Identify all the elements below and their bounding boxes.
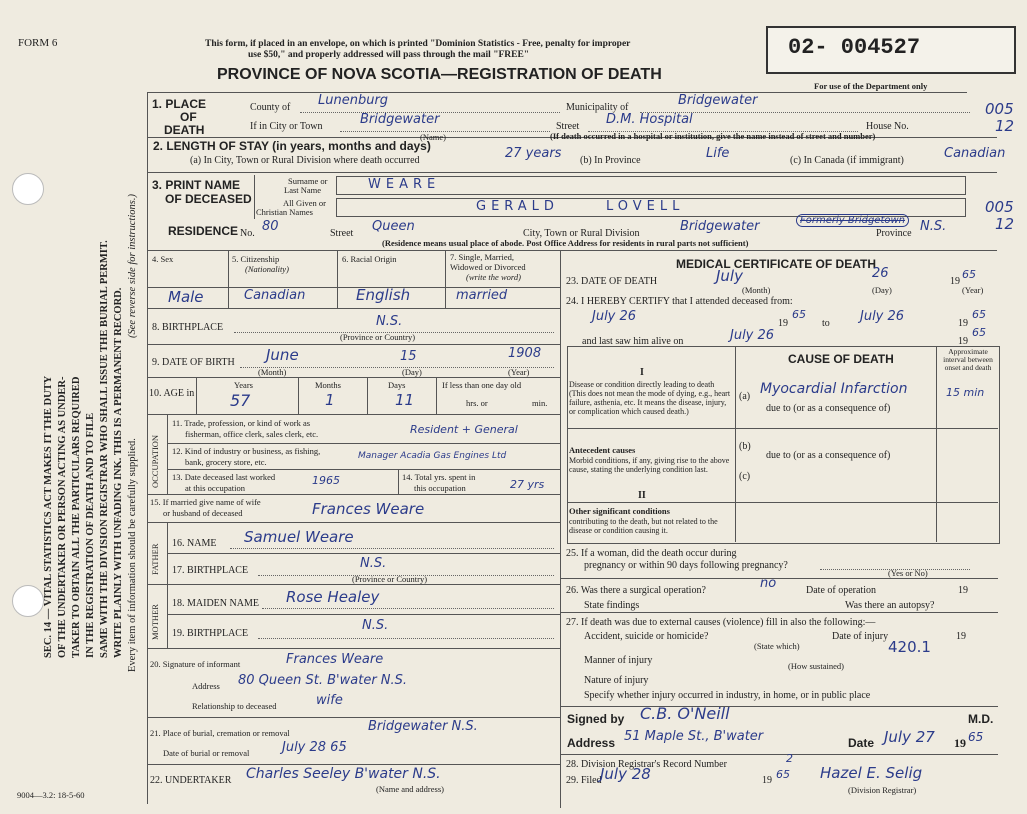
rule-top	[147, 92, 967, 93]
rule-11	[167, 553, 560, 554]
rule-m-4	[560, 754, 998, 755]
cause-b-label: (b)	[739, 441, 751, 452]
attended-from: July 26	[592, 309, 637, 324]
cause-inner-divider	[735, 346, 736, 542]
birthplace-caption: (Province or Country)	[340, 332, 416, 342]
rule-6	[147, 344, 560, 345]
attended-to-year: 65	[972, 308, 986, 321]
dod-month-caption: (Month)	[742, 285, 771, 295]
rule-15	[147, 717, 560, 718]
dod-year: 65	[962, 268, 976, 281]
code-2: 12	[995, 117, 1015, 135]
other-conditions-text: contributing to the death, but not related to the disease or condition causing it.	[569, 517, 718, 535]
cause-a-label: (a)	[739, 391, 751, 402]
mother-name-label: 18. MAIDEN NAME	[172, 598, 259, 609]
roman-ii: II	[638, 490, 646, 501]
attended-from-19: 19	[778, 318, 788, 329]
side-text-1: SEC. 14 — VITAL STATISTICS ACT MAKES IT THE DUTY	[43, 375, 54, 658]
hrs-label: hrs. or	[466, 398, 488, 408]
municipality-label: Municipality of	[566, 102, 629, 113]
side-text-5: SAME WITH THE DIVISION REGISTRAR WHO SHALL ISSUE THE BURIAL PERMIT.	[99, 240, 110, 658]
residence-street-label: Street	[330, 228, 354, 239]
occ-13-value: 1965	[312, 474, 340, 487]
occ-13-label-a: 13. Date deceased last worked	[172, 472, 276, 482]
dod-day: 26	[872, 266, 889, 281]
surname-label-2: Last Name	[284, 185, 322, 195]
age-label: 10. AGE in	[149, 388, 195, 399]
q26-19: 19	[958, 585, 968, 596]
dod-year-caption: (Year)	[962, 285, 984, 295]
side-text-7: Every item of information should be carefully supplied.	[127, 438, 138, 672]
informant-sig: Frances Weare	[286, 652, 384, 667]
injury-19: 19	[956, 631, 966, 642]
header-note-1: This form, if placed in an envelope, on which is printed "Dominion Statistics - Free, penalty for improper	[205, 39, 631, 49]
cause-a: Myocardial Infarction	[760, 381, 908, 397]
signed-label: Signed by	[567, 712, 625, 726]
col-4-5	[228, 250, 229, 308]
side-text-6: WRITE PLAINLY WITH UNFADING INK. THIS IS A PERMANENT RECORD.	[113, 287, 124, 658]
undertaker-caption: (Name and address)	[376, 784, 444, 794]
signed-value: C.B. O'Neill	[640, 704, 730, 723]
rule-12	[147, 584, 560, 585]
place-label-1: 1. PLACE	[152, 97, 207, 111]
due-to-1: due to (or as a consequence of)	[766, 403, 891, 414]
rule-m-3	[560, 706, 998, 707]
q26-value: no	[760, 576, 777, 591]
last-seen-19: 19	[958, 336, 968, 347]
rule-m-1	[560, 578, 998, 579]
last-seen-year: 65	[972, 326, 986, 339]
occ-12-value: Manager Acadia Gas Engines Ltd	[358, 451, 507, 461]
stay-c-value: Canadian	[944, 146, 1006, 161]
stay-a-value: 27 years	[505, 146, 562, 161]
attended-to-label: to	[822, 318, 830, 329]
residence-note: (Residence means usual place of abode. Post Office Address for residents in rural parts not sufficient)	[382, 238, 749, 248]
min-label: min.	[532, 398, 548, 408]
injury-date-label: Date of injury	[832, 631, 889, 642]
father-bp: N.S.	[360, 556, 387, 571]
dob-label: 9. DATE OF BIRTH	[152, 357, 235, 368]
occ-13-14-divider	[398, 469, 399, 494]
residence-strikeout: Formerly Bridgetown	[796, 214, 909, 227]
sex-label: 4. Sex	[152, 254, 174, 264]
county-value: Lunenburg	[318, 93, 389, 108]
age-days: 11	[395, 391, 415, 409]
father-bp-caption: (Province or Country)	[352, 574, 428, 584]
stay-b-value: Life	[706, 146, 730, 161]
punch-hole-top	[12, 173, 44, 205]
side-text-4: IN THE REGISTRATION OF DEATH AND TO FILE	[85, 412, 96, 658]
age-years: 57	[230, 391, 251, 410]
rule-2	[147, 172, 997, 173]
form-title: PROVINCE OF NOVA SCOTIA—REGISTRATION OF DEATH	[217, 66, 662, 83]
sign-date-label: Date	[848, 736, 875, 750]
burial-date: July 28 65	[282, 740, 347, 755]
age-col-3	[367, 377, 368, 414]
antecedent-text: Morbid conditions, if any, giving rise to the above cause, stating the underlying condition last.	[569, 456, 730, 474]
attended-to: July 26	[860, 309, 905, 324]
surname-label-1: Surname or	[288, 176, 328, 186]
stay-b-label: (b) In Province	[580, 155, 641, 166]
father-name-label: 16. NAME	[172, 538, 217, 549]
specify-label: Specify whether injury occurred in industry, in home, or in public place	[584, 690, 871, 701]
occ-14-value: 27 yrs	[510, 478, 545, 491]
undertaker-value: Charles Seeley B'water N.S.	[246, 766, 441, 782]
q25-b: pregnancy or within 90 days following pregnancy?	[584, 560, 788, 571]
burial-date-label: Date of burial or removal	[163, 748, 250, 758]
punch-hole-bottom	[12, 585, 44, 617]
md-label: M.D.	[968, 712, 994, 726]
frame-left	[147, 92, 148, 804]
occ-11-label-a: 11. Trade, profession, or kind of work as	[172, 418, 311, 428]
occupation-side-label: OCCUPATION	[150, 434, 160, 488]
city-name-caption: (Name)	[420, 132, 446, 142]
interval-divider	[936, 346, 937, 542]
county-label: County of	[250, 102, 291, 113]
q26-label: 26. Was there a surgical operation?	[566, 585, 706, 596]
medical-header: MEDICAL CERTIFICATE OF DEATH	[676, 257, 876, 271]
stay-a-label: (a) In City, Town or Rural Division where death occurred	[190, 155, 420, 166]
marital-label-1: 7. Single, Married,	[450, 252, 514, 262]
age-col-4	[436, 377, 437, 414]
name-label-1: 3. PRINT NAME	[152, 178, 241, 192]
address-label: Address	[567, 736, 616, 750]
sex-value: Male	[168, 288, 204, 306]
dob-day: 15	[400, 349, 417, 364]
q28-value: 2	[786, 752, 793, 765]
father-bp-label: 17. BIRTHPLACE	[172, 565, 249, 576]
disease-text: Disease or condition directly leading to death (This does not mean the mode of dying, e.g., heart failure, asthenia, etc. It means the disease, injury, or complication which caused death.)	[569, 380, 731, 416]
less-than-day-label: If less than one day old	[442, 380, 522, 390]
rule-7	[147, 377, 560, 378]
province-value: N.S.	[920, 219, 947, 234]
registrar-caption: (Division Registrar)	[848, 785, 917, 795]
burial-place: Bridgewater N.S.	[368, 719, 478, 734]
rule-10	[147, 522, 560, 523]
cause-a-interval: 15 min	[946, 386, 985, 399]
side-text-2: OF THE UNDERTAKER OR PERSON ACTING AS UNDER-	[57, 376, 68, 658]
attended-to-19: 19	[958, 318, 968, 329]
province-label: Province	[876, 228, 912, 239]
q25-a: 25. If a woman, did the death occur during	[566, 548, 737, 559]
stay-label: 2. LENGTH OF STAY (in years, months and days)	[153, 139, 431, 153]
street-label: Street	[556, 121, 580, 132]
given-name-1: GERALD	[476, 199, 559, 214]
name-label-2: OF DECEASED	[165, 192, 252, 206]
undertaker-label: 22. UNDERTAKER	[150, 775, 232, 786]
dob-line	[240, 367, 554, 368]
q25-caption: (Yes or No)	[888, 568, 928, 578]
cause-c-label: (c)	[739, 471, 751, 482]
attended-from-year: 65	[792, 308, 806, 321]
residence-label: RESIDENCE	[168, 224, 239, 238]
state-findings: State findings	[584, 600, 640, 611]
how-sustained: (How sustained)	[788, 661, 844, 671]
mother-side-label: MOTHER	[150, 604, 160, 640]
rule-14	[147, 648, 560, 649]
racial-value: English	[356, 286, 411, 304]
occ-13-label-b: at this occupation	[185, 483, 245, 493]
dob-year-caption: (Year)	[508, 367, 530, 377]
registration-number: 02- 004527	[788, 35, 921, 60]
occupation-side-rule	[167, 414, 168, 494]
stay-c-label: (c) In Canada (if immigrant)	[790, 155, 904, 166]
rule-16	[147, 764, 560, 765]
header-note-2: use $50," and properly addressed will pass through the mail "FREE"	[248, 50, 530, 60]
q27-label: 27. If death was due to external causes (violence) fill in also the following:—	[566, 617, 876, 628]
mother-name-line	[262, 608, 554, 609]
accident-label: Accident, suicide or homicide?	[584, 631, 709, 642]
occ-14-label-a: 14. Total yrs. spent in	[402, 472, 476, 482]
informant-rel-label: Relationship to deceased	[192, 701, 277, 711]
footer-code: 9004—3.2: 18-5-60	[17, 790, 85, 800]
manner-label: Manner of injury	[584, 655, 653, 666]
mother-bp-line	[258, 638, 554, 639]
days-label: Days	[388, 380, 406, 390]
citizenship-sub: (Nationality)	[245, 264, 289, 274]
cause-rule-1	[567, 428, 998, 429]
citizenship-label: 5. Citizenship	[232, 254, 280, 264]
age-col-2	[298, 377, 299, 414]
months-label: Months	[315, 380, 341, 390]
rule-9	[147, 494, 560, 495]
dod-day-caption: (Day)	[872, 285, 892, 295]
occ-14-label-b: this occupation	[414, 483, 466, 493]
informant-sig-label: 20. Signature of informant	[150, 659, 241, 669]
dob-year: 1908	[508, 346, 542, 361]
q26-date-label: Date of operation	[806, 585, 876, 596]
certify-label: 24. I HEREBY CERTIFY that I attended deceased from:	[566, 296, 793, 307]
form-label: FORM 6	[18, 37, 58, 49]
col-5-6	[337, 250, 338, 308]
roman-i: I	[640, 367, 644, 378]
place-label-2: OF	[180, 110, 197, 124]
address-value: 51 Maple St., B'water	[624, 729, 764, 744]
side-text-8: (See reverse side for instructions.)	[127, 194, 138, 338]
father-side-label: FATHER	[150, 543, 160, 575]
sign-date-year: 65	[968, 730, 984, 744]
dob-month-caption: (Month)	[258, 367, 287, 377]
nature-label: Nature of injury	[584, 675, 649, 686]
citizenship-value: Canadian	[244, 288, 306, 303]
occ-12-label-a: 12. Kind of industry or business, as fishing,	[172, 446, 321, 456]
marital-value: married	[456, 288, 508, 303]
icd-code: 420.1	[888, 638, 931, 656]
rule-5	[147, 308, 560, 309]
mother-side-rule	[167, 584, 168, 648]
name-divider	[254, 175, 255, 219]
dod-19: 19	[950, 276, 960, 287]
age-col-1	[196, 377, 197, 414]
years-label: Years	[234, 380, 253, 390]
spouse-label-1: 15. If married give name of wife	[150, 497, 261, 507]
birthplace-value: N.S.	[376, 314, 403, 329]
city-value: Bridgewater	[360, 112, 440, 127]
dob-month: June	[266, 346, 299, 364]
state-which: (State which)	[754, 641, 800, 651]
place-label-3: DEATH	[164, 123, 205, 137]
rule-8	[147, 414, 560, 415]
antecedent-label: Antecedent causes	[569, 445, 636, 455]
code-1: 005	[985, 100, 1014, 118]
street-value: D.M. Hospital	[606, 112, 693, 127]
spouse-value: Frances Weare	[312, 500, 425, 518]
spouse-label-2: or husband of deceased	[163, 508, 243, 518]
due-to-2: due to (or as a consequence of)	[766, 450, 891, 461]
rule-occ-2	[167, 469, 560, 470]
rule-13	[167, 614, 560, 615]
residence-no-label: No.	[240, 228, 255, 239]
sign-date: July 27	[884, 728, 935, 746]
q29-19: 19	[762, 775, 772, 786]
father-name-line	[230, 548, 554, 549]
sign-date-19: 19	[954, 736, 966, 750]
informant-addr: 80 Queen St. B'water N.S.	[238, 673, 408, 688]
residence-city-label: City, Town or Rural Division	[523, 228, 640, 239]
code-3: 005	[985, 198, 1014, 216]
interval-header: Approximate interval between onset and death	[943, 347, 993, 372]
residence-city: Bridgewater	[680, 219, 760, 234]
surname-value: WEARE	[368, 177, 441, 192]
frame-middle	[560, 250, 561, 808]
occ-11-value: Resident + General	[410, 423, 518, 436]
rule-m-2	[560, 612, 998, 613]
municipality-value: Bridgewater	[678, 93, 758, 108]
given-label-1: All Given or	[283, 198, 326, 208]
house-label: House No.	[866, 121, 909, 132]
given-name-2: LOVELL	[606, 199, 685, 214]
autopsy-label: Was there an autopsy?	[845, 600, 935, 611]
registrar-signature: Hazel E. Selig	[820, 764, 923, 782]
informant-addr-label: Address	[192, 681, 220, 691]
residence-no: 80	[262, 219, 279, 234]
side-text-3: TAKER TO OBTAIN ALL THE PARTICULARS REQUIRED	[71, 376, 82, 658]
registration-number-box	[766, 26, 1016, 74]
mother-bp: N.S.	[362, 618, 389, 633]
occ-11-label-b: fisherman, office clerk, sales clerk, etc.	[185, 429, 319, 439]
age-months: 1	[325, 391, 335, 409]
father-name: Samuel Weare	[244, 528, 354, 546]
other-conditions-header: Other significant conditions	[569, 506, 670, 516]
q29-year: 65	[776, 768, 790, 781]
dod-month: July	[716, 267, 743, 285]
rule-occ-1	[167, 443, 560, 444]
residence-street: Queen	[372, 219, 415, 234]
q28-label: 28. Division Registrar's Record Number	[566, 759, 727, 770]
birthplace-label: 8. BIRTHPLACE	[152, 322, 224, 333]
hospital-note: (If death occurred in a hospital or institution, give the name instead of street and number)	[550, 131, 876, 141]
code-4: 12	[995, 215, 1015, 233]
informant-rel: wife	[316, 693, 343, 708]
cause-header: CAUSE OF DEATH	[788, 352, 894, 366]
department-use-label: For use of the Department only	[814, 81, 928, 91]
mother-name: Rose Healey	[286, 588, 380, 606]
burial-place-label: 21. Place of burial, cremation or removal	[150, 728, 290, 738]
racial-label: 6. Racial Origin	[342, 254, 397, 264]
rule-3	[147, 250, 997, 251]
last-seen-label: and last saw him alive on	[582, 336, 684, 347]
cause-rule-2	[567, 502, 998, 503]
q29-value: July 28	[600, 765, 651, 783]
marital-label-2: Widowed or Divorced	[450, 262, 526, 272]
dod-label: 23. DATE OF DEATH	[566, 276, 658, 287]
q29-label: 29. Filed	[566, 775, 602, 786]
given-label-2: Christian Names	[256, 207, 313, 217]
col-6-7	[445, 250, 446, 308]
last-seen: July 26	[730, 328, 775, 343]
occ-12-label-b: bank, grocery store, etc.	[185, 457, 267, 467]
marital-label-3: (write the word)	[466, 272, 521, 282]
mother-bp-label: 19. BIRTHPLACE	[172, 628, 249, 639]
city-label: If in City or Town	[250, 121, 323, 132]
dob-day-caption: (Day)	[402, 367, 422, 377]
